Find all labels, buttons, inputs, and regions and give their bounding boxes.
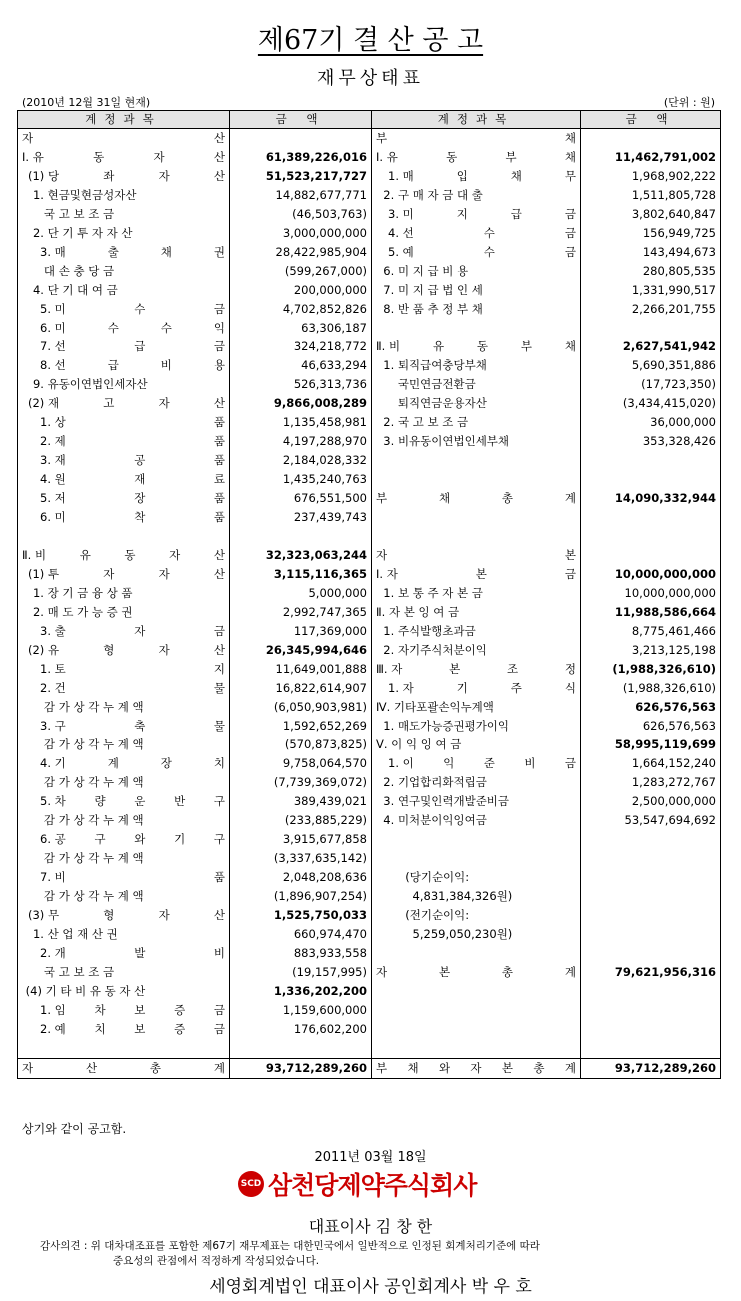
left-amount: (1,896,907,254): [230, 887, 372, 906]
right-account: 6. 미 지 급 비 용: [376, 263, 469, 278]
header-amount-right: 금 액: [581, 111, 721, 129]
right-account: Ⅱ. 자 본 잉 여 금: [376, 604, 460, 619]
left-amount: 660,974,470: [230, 925, 372, 944]
left-account: [18, 1039, 230, 1058]
table-row: [18, 622, 721, 641]
left-account: 9. 유동이연법인세자산: [18, 375, 230, 394]
left-amount: 237,439,743: [230, 508, 372, 527]
left-amount: 176,602,200: [230, 1020, 372, 1039]
total-assets-label: 자 산 총 계: [18, 1058, 230, 1078]
company-logo: [238, 1166, 476, 1202]
table-row: [18, 546, 721, 565]
table-row: [18, 641, 721, 660]
left-account: 3. 구 축 물: [18, 717, 230, 736]
right-account: 퇴직연금운용자산: [376, 396, 487, 411]
right-account: [372, 849, 581, 868]
right-amount: [581, 508, 721, 527]
right-account: 2. 기업합리화적립금: [376, 775, 487, 790]
right-amount: [581, 982, 721, 1001]
total-assets-amount: 93,712,289,260: [230, 1058, 372, 1078]
right-account: 1. 주식발행초과금: [376, 623, 476, 638]
table-row: [18, 281, 721, 300]
right-account: [372, 830, 581, 849]
left-amount: 63,306,187: [230, 319, 372, 338]
table-row: [18, 413, 721, 432]
right-account: 8. 반 품 추 정 부 채: [376, 301, 483, 316]
right-account: Ⅰ. 유 동 부 채: [376, 149, 576, 164]
left-account: 2. 개 발 비: [18, 944, 230, 963]
right-amount: 2,627,541,942: [581, 337, 721, 356]
left-account: 4. 기 계 장 치: [18, 754, 230, 773]
table-row: [18, 186, 721, 205]
notice-date: 2011년 03월 18일: [314, 1150, 427, 1165]
left-amount: (6,050,903,981): [230, 698, 372, 717]
right-amount: 36,000,000: [581, 413, 721, 432]
table-row: [18, 300, 721, 319]
left-amount: [230, 1039, 372, 1058]
right-account: 2. 자기주식처분이익: [376, 642, 487, 657]
left-account: Ⅱ. 비 유 동 자 산: [18, 546, 230, 565]
right-account: 2. 구 매 자 금 대 출: [376, 187, 483, 202]
left-amount: 4,197,288,970: [230, 432, 372, 451]
right-account: Ⅳ. 기타포괄손익누계액: [376, 699, 494, 714]
left-account: 7. 비 품: [18, 868, 230, 887]
table-row: [18, 811, 721, 830]
table-row: [18, 963, 721, 982]
left-amount: (570,873,825): [230, 735, 372, 754]
left-account: (2) 재 고 자 산: [18, 394, 230, 413]
table-row: [18, 584, 721, 603]
left-account: 2. 매 도 가 능 증 권: [18, 603, 230, 622]
right-account: 부 채: [376, 131, 576, 145]
right-amount: 2,266,201,755: [581, 300, 721, 319]
audit-opinion-line-2: 중요성의 관점에서 적정하게 작성되었습니다.: [113, 1255, 320, 1267]
notice-title: 제67기 결 산 공 고: [257, 25, 484, 56]
left-account: 1. 산 업 재 산 권: [18, 925, 230, 944]
left-account: 1. 임 차 보 증 금: [18, 1001, 230, 1020]
table-row: [18, 868, 721, 887]
left-amount: 9,866,008,289: [230, 394, 372, 413]
table-row: [18, 679, 721, 698]
left-account: (4) 기 타 비 유 동 자 산: [18, 982, 230, 1001]
table-row: [18, 148, 721, 167]
table-row: [18, 906, 721, 925]
left-account: 4. 원 재 료: [18, 470, 230, 489]
right-amount: (1,988,326,610): [581, 660, 721, 679]
left-amount: 200,000,000: [230, 281, 372, 300]
table-row: [18, 830, 721, 849]
left-amount: 2,048,208,636: [230, 868, 372, 887]
right-account: 4. 선 수 금: [388, 225, 576, 240]
left-account: 3. 재 공 품: [18, 451, 230, 470]
left-amount: 883,933,558: [230, 944, 372, 963]
right-account: 1. 매도가능증권평가이익: [376, 718, 510, 733]
left-account: 2. 건 물: [18, 679, 230, 698]
left-account: 2. 단 기 투 자 자 산: [18, 224, 230, 243]
right-amount: [581, 868, 721, 887]
left-amount: 389,439,021: [230, 792, 372, 811]
right-account: [372, 1020, 581, 1039]
right-account: [372, 451, 581, 470]
table-row: [18, 224, 721, 243]
left-account: 감 가 상 각 누 계 액: [18, 849, 230, 868]
right-amount: [581, 1001, 721, 1020]
left-amount: 46,633,294: [230, 356, 372, 375]
left-amount: (19,157,995): [230, 963, 372, 982]
left-amount: 1,435,240,763: [230, 470, 372, 489]
left-amount: 4,702,852,826: [230, 300, 372, 319]
left-amount: 324,218,772: [230, 337, 372, 356]
right-account: [372, 508, 581, 527]
table-row: [18, 735, 721, 754]
table-row: [18, 243, 721, 262]
total-liab-equity-label: 부 채 와 자 본 총 계: [372, 1058, 581, 1078]
table-row: [18, 717, 721, 736]
left-account: 감 가 상 각 누 계 액: [18, 773, 230, 792]
right-amount: [581, 451, 721, 470]
left-account: 5. 저 장 품: [18, 489, 230, 508]
right-amount: 3,802,640,847: [581, 205, 721, 224]
right-account: Ⅱ. 비 유 동 부 채: [376, 339, 576, 354]
right-amount: [581, 887, 721, 906]
table-row: [18, 167, 721, 186]
left-account: 2. 제 품: [18, 432, 230, 451]
right-account: [372, 527, 581, 546]
table-row: [18, 337, 721, 356]
total-liab-equity-amount: 93,712,289,260: [581, 1058, 721, 1078]
table-row: [18, 660, 721, 679]
right-account: 자 본: [376, 547, 576, 562]
left-account: [18, 527, 230, 546]
left-account: 7. 선 급 금: [18, 337, 230, 356]
left-amount: 676,551,500: [230, 489, 372, 508]
left-account: 감 가 상 각 누 계 액: [18, 811, 230, 830]
left-account: 국 고 보 조 금: [18, 205, 230, 224]
left-account: 6. 공 구 와 기 구: [18, 830, 230, 849]
left-account: Ⅰ. 유 동 자 산: [18, 148, 230, 167]
right-account: 국민연금전환금: [376, 377, 476, 392]
table-row: [18, 1020, 721, 1039]
table-row: [18, 394, 721, 413]
right-amount: (1,988,326,610): [581, 679, 721, 698]
left-amount: (599,267,000): [230, 262, 372, 281]
table-row: [18, 262, 721, 281]
auditor-signature: 세영회계법인 대표이사 공인회계사 박 우 호: [209, 1277, 532, 1297]
currency-unit: (단위 : 원): [663, 96, 715, 109]
right-amount: [581, 830, 721, 849]
left-account: 2. 예 치 보 증 금: [18, 1020, 230, 1039]
left-account: 자 산: [18, 129, 230, 148]
right-amount: [581, 906, 721, 925]
right-account: 1. 보 통 주 자 본 금: [376, 585, 483, 600]
table-row: [18, 489, 721, 508]
left-amount: 117,369,000: [230, 622, 372, 641]
right-amount: [581, 1039, 721, 1058]
company-name: 삼천당제약주식회사: [268, 1171, 477, 1200]
right-account: 3. 연구및인력개발준비금: [376, 794, 510, 809]
right-amount: (17,723,350): [581, 375, 721, 394]
right-account: 2. 국 고 보 조 금: [376, 415, 469, 430]
table-row: [18, 470, 721, 489]
right-amount: [581, 546, 721, 565]
right-amount: 58,995,119,699: [581, 735, 721, 754]
right-account: [372, 1039, 581, 1058]
left-amount: (46,503,763): [230, 205, 372, 224]
right-account: 5. 예 수 금: [388, 244, 576, 259]
left-amount: 16,822,614,907: [230, 679, 372, 698]
left-account: 감 가 상 각 누 계 액: [18, 887, 230, 906]
left-account: (1) 투 자 자 산: [18, 565, 230, 584]
left-account: 대 손 충 당 금: [18, 262, 230, 281]
table-row: [18, 603, 721, 622]
right-amount: 3,213,125,198: [581, 641, 721, 660]
grand-total-row: [18, 1058, 721, 1078]
right-amount: [581, 944, 721, 963]
left-account: 1. 토 지: [18, 660, 230, 679]
right-amount: 11,988,586,664: [581, 603, 721, 622]
right-amount: [581, 319, 721, 338]
left-amount: 3,115,116,365: [230, 565, 372, 584]
left-account: 국 고 보 조 금: [18, 963, 230, 982]
right-account: 1. 자 기 주 식: [388, 680, 576, 695]
left-amount: 28,422,985,904: [230, 243, 372, 262]
right-account: Ⅰ. 자 본 금: [376, 566, 576, 581]
table-row: [18, 849, 721, 868]
right-amount: 10,000,000,000: [581, 565, 721, 584]
table-row: [18, 925, 721, 944]
left-account: 5. 차 량 운 반 구: [18, 792, 230, 811]
audit-opinion: [40, 1239, 720, 1269]
right-amount: 156,949,725: [581, 224, 721, 243]
table-row: [18, 451, 721, 470]
left-account: 6. 미 착 품: [18, 508, 230, 527]
right-account: (당기순이익:: [376, 870, 470, 885]
right-amount: 280,805,535: [581, 262, 721, 281]
table-row: [18, 205, 721, 224]
left-amount: 1,135,458,981: [230, 413, 372, 432]
left-amount: 26,345,994,646: [230, 641, 372, 660]
left-amount: 14,882,677,771: [230, 186, 372, 205]
right-account: 1. 이 익 준 비 금: [388, 756, 576, 771]
table-row: [18, 754, 721, 773]
left-account: 5. 미 수 금: [18, 300, 230, 319]
right-amount: 2,500,000,000: [581, 792, 721, 811]
right-amount: 626,576,563: [581, 698, 721, 717]
statement-title: 재무상태표: [317, 68, 424, 89]
left-amount: (3,337,635,142): [230, 849, 372, 868]
left-account: 1. 장 기 금 융 상 품: [18, 584, 230, 603]
right-amount: 8,775,461,466: [581, 622, 721, 641]
left-amount: 61,389,226,016: [230, 148, 372, 167]
right-amount: [581, 1020, 721, 1039]
right-account: 1. 퇴직급여충당부채: [376, 358, 487, 373]
right-account: [372, 470, 581, 489]
left-account: 6. 미 수 수 익: [18, 319, 230, 338]
right-amount: 1,664,152,240: [581, 754, 721, 773]
left-account: 감 가 상 각 누 계 액: [18, 698, 230, 717]
left-amount: 5,000,000: [230, 584, 372, 603]
left-amount: 1,525,750,033: [230, 906, 372, 925]
right-account: 5,259,050,230원): [376, 927, 513, 942]
left-account: 8. 선 급 비 용: [18, 356, 230, 375]
right-amount: 1,331,990,517: [581, 281, 721, 300]
left-amount: (233,885,229): [230, 811, 372, 830]
table-row: [18, 944, 721, 963]
right-amount: 1,968,902,222: [581, 167, 721, 186]
left-account: 감 가 상 각 누 계 액: [18, 735, 230, 754]
right-amount: 11,462,791,002: [581, 148, 721, 167]
right-amount: 1,283,272,767: [581, 773, 721, 792]
table-row: [18, 319, 721, 338]
right-account: 4. 미처분이익잉여금: [376, 813, 487, 828]
left-account: 4. 단 기 대 여 금: [18, 281, 230, 300]
right-amount: 143,494,673: [581, 243, 721, 262]
table-row: [18, 792, 721, 811]
left-account: 3. 매 출 채 권: [18, 243, 230, 262]
left-amount: (7,739,369,072): [230, 773, 372, 792]
header-amount-left: 금 액: [230, 111, 372, 129]
right-account: 4,831,384,326원): [376, 889, 513, 904]
right-account: [372, 944, 581, 963]
right-amount: [581, 129, 721, 148]
left-amount: 3,000,000,000: [230, 224, 372, 243]
left-amount: 1,592,652,269: [230, 717, 372, 736]
left-amount: [230, 129, 372, 148]
right-amount: 1,511,805,728: [581, 186, 721, 205]
left-amount: 11,649,001,888: [230, 660, 372, 679]
table-row: [18, 375, 721, 394]
reference-date: (2010년 12월 31일 현재): [22, 96, 151, 109]
table-row: [18, 982, 721, 1001]
table-row: [18, 508, 721, 527]
table-row: [18, 527, 721, 546]
left-account: 1. 현금및현금성자산: [18, 186, 230, 205]
table-row: [18, 432, 721, 451]
table-row: [18, 129, 721, 148]
left-amount: [230, 527, 372, 546]
right-amount: [581, 527, 721, 546]
audit-opinion-line-1: 감사의견 : 위 대차대조표를 포함한 제67기 재무제표는 대한민국에서 일반적으로 인정된 회계처리기준에 따라: [40, 1240, 540, 1252]
right-amount: [581, 925, 721, 944]
notice-statement: 상기와 같이 공고함.: [22, 1122, 127, 1136]
right-amount: 5,690,351,886: [581, 356, 721, 375]
table-row: [18, 887, 721, 906]
table-row: [18, 698, 721, 717]
left-amount: 3,915,677,858: [230, 830, 372, 849]
left-amount: 2,184,028,332: [230, 451, 372, 470]
table-row: [18, 565, 721, 584]
left-amount: 9,758,064,570: [230, 754, 372, 773]
representative: 대표이사 김 창 한: [308, 1217, 433, 1236]
left-account: 3. 출 자 금: [18, 622, 230, 641]
right-account: 1. 매 입 채 무: [388, 168, 576, 183]
table-header-row: [18, 111, 721, 129]
left-account: (2) 유 형 자 산: [18, 641, 230, 660]
right-amount: 353,328,426: [581, 432, 721, 451]
left-amount: 32,323,063,244: [230, 546, 372, 565]
left-account: (1) 당 좌 자 산: [18, 167, 230, 186]
right-amount: 626,576,563: [581, 717, 721, 736]
right-account: Ⅴ. 이 익 잉 여 금: [376, 737, 462, 752]
balance-sheet-table: [17, 110, 721, 1079]
table-row: [18, 1001, 721, 1020]
left-account: (3) 무 형 자 산: [18, 906, 230, 925]
left-amount: 1,336,202,200: [230, 982, 372, 1001]
header-account-right: 계정과목: [372, 111, 581, 129]
right-account: (전기순이익:: [376, 908, 470, 923]
left-amount: 526,313,736: [230, 375, 372, 394]
right-account: [372, 319, 581, 338]
table-row: [18, 1039, 721, 1058]
right-amount: 14,090,332,944: [581, 489, 721, 508]
header-account-left: 계정과목: [18, 111, 230, 129]
right-amount: 53,547,694,692: [581, 811, 721, 830]
company-mark-icon: SCD: [238, 1171, 264, 1197]
right-account: 자 본 총 계: [376, 964, 576, 979]
left-account: 1. 상 품: [18, 413, 230, 432]
right-account: 7. 미 지 급 법 인 세: [376, 282, 483, 297]
right-amount: [581, 470, 721, 489]
right-amount: 10,000,000,000: [581, 584, 721, 603]
right-amount: (3,434,415,020): [581, 394, 721, 413]
right-account: 3. 비유동이연법인세부채: [376, 434, 510, 449]
right-account: [372, 1001, 581, 1020]
right-account: 3. 미 지 급 금: [388, 206, 576, 221]
right-account: [372, 982, 581, 1001]
left-amount: 51,523,217,727: [230, 167, 372, 186]
left-amount: 1,159,600,000: [230, 1001, 372, 1020]
table-row: [18, 356, 721, 375]
right-account: 부 채 총 계: [376, 491, 576, 506]
right-amount: [581, 849, 721, 868]
right-account: Ⅲ. 자 본 조 정: [376, 661, 576, 676]
left-amount: 2,992,747,365: [230, 603, 372, 622]
table-row: [18, 773, 721, 792]
right-amount: 79,621,956,316: [581, 963, 721, 982]
